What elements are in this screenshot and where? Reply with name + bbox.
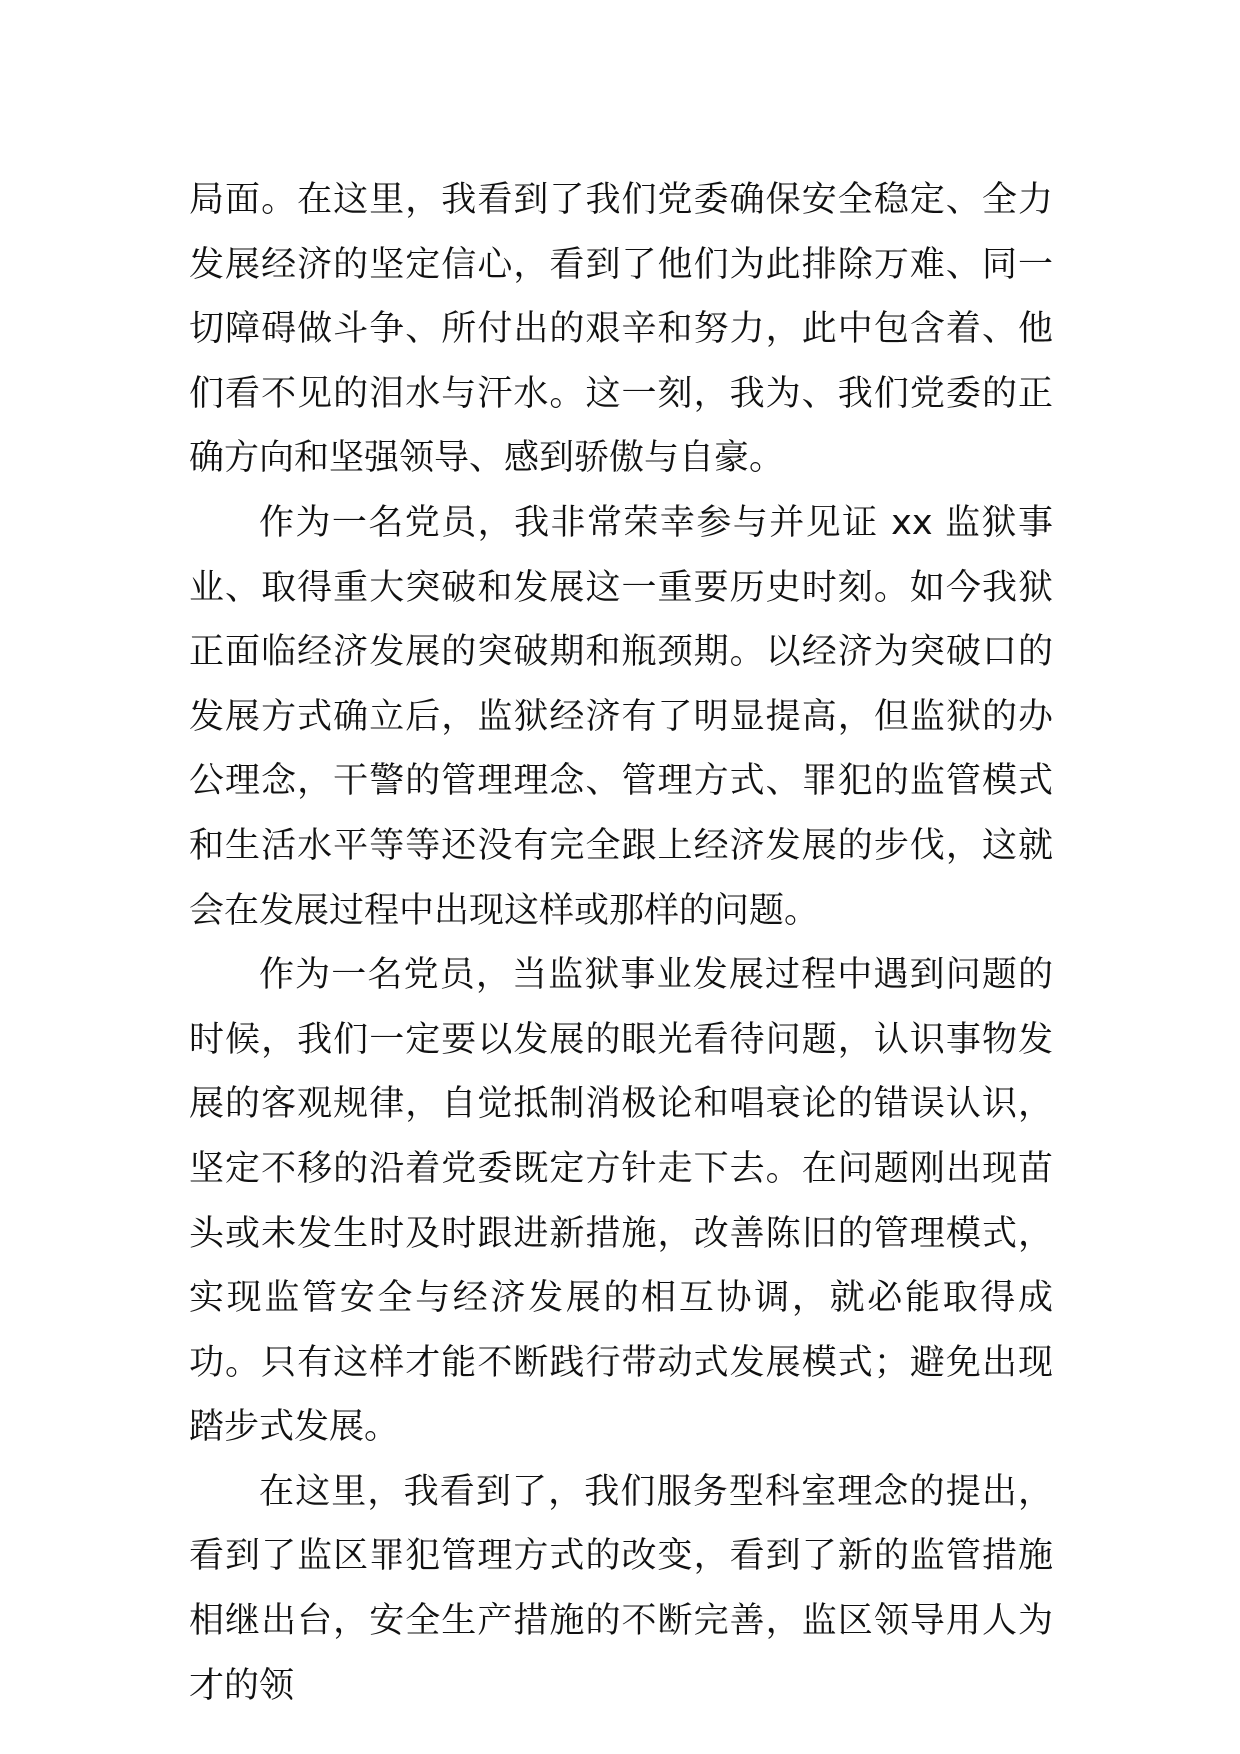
document-body [189,168,1053,1718]
paragraph-2: 作为一名党员，我非常荣幸参与并见证 xx 监狱事业、取得重大突破和发展这一重要历史时刻。如今我狱正面临经济发展的突破期和瓶颈期。以经济为突破口的发展方式确立后，监狱经济有了明显提高，但监狱的办公理念，干警的管理理念、管理方式、罪犯的监管模式和生活水平等等还没有完全跟上经济发展的步伐，这就会在发展过程中出现这样或那样的问题。 [189,502,1053,931]
paragraph-1: 局面。在这里，我看到了我们党委确保安全稳定、全力发展经济的坚定信心，看到了他们为此排除万难、同一切障碍做斗争、所付出的艰辛和努力，此中包含着、他们看不见的泪水与汗水。这一刻，我为、我们党委的正确方向和坚强领导、感到骄傲与自豪。 [189,180,1053,479]
paragraph-3: 作为一名党员，当监狱事业发展过程中遇到问题的时候，我们一定要以发展的眼光看待问题，认识事物发展的客观规律，自觉抵制消极论和唱衰论的错误认识，坚定不移的沿着党委既定方针走下去。在问题刚出现苗头或未发生时及时跟进新措施，改善陈旧的管理模式，实现监管安全与经济发展的相互协调，就必能取得成功。只有这样才能不断践行带动式发展模式；避免出现踏步式发展。 [189,955,1053,1448]
paragraph-4: 在这里，我看到了，我们服务型科室理念的提出，看到了监区罪犯管理方式的改变，看到了新的监管措施相继出台，安全生产措施的不断完善，监区领导用人为才的领 [189,1471,1053,1706]
